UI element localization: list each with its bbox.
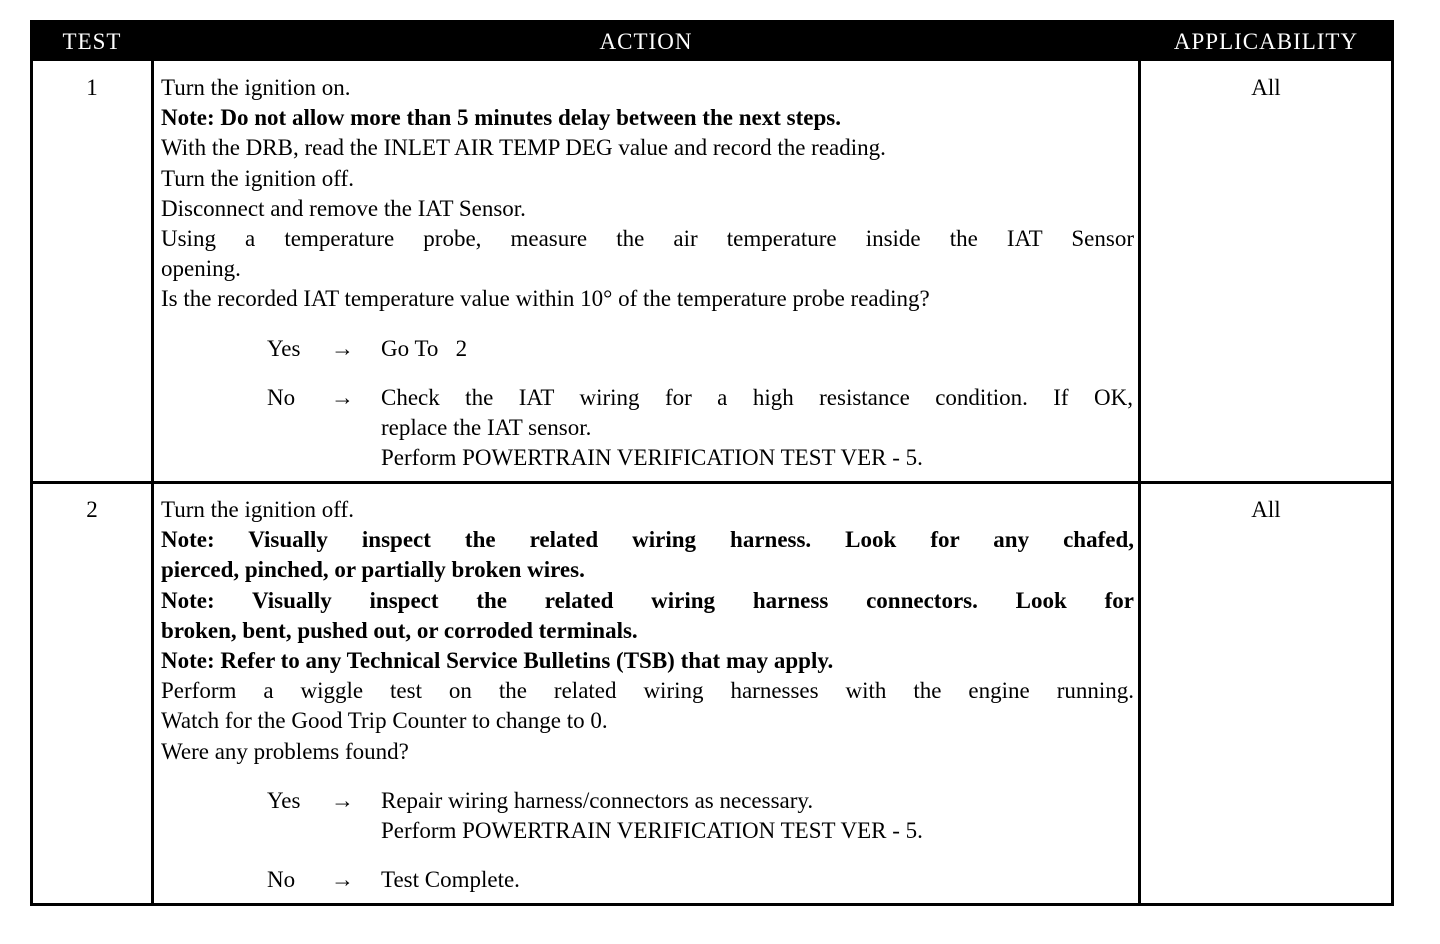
step-note: Note: Visually inspect the related wiring harness. Look for any chafed, <box>161 527 1134 553</box>
step-note: Note: Do not allow more than 5 minutes delay between the next steps. <box>161 105 841 131</box>
step-note: Note: Refer to any Technical Service Bulletins (TSB) that may apply. <box>161 648 834 674</box>
test-number: 2 <box>86 497 98 522</box>
test-number: 1 <box>86 75 98 100</box>
answer-label: Yes <box>267 336 301 361</box>
arrow-right-icon: → <box>331 867 354 892</box>
answer-label: No <box>267 385 296 410</box>
answer-text: Repair wiring harness/connectors as necessary. Perform POWERTRAIN VERIFICATION TEST VER - 5. <box>381 788 923 843</box>
step-note: pierced, pinched, or partially broken wires. <box>161 557 585 583</box>
answer-yes <box>267 786 1137 846</box>
header-test: TEST <box>62 29 122 54</box>
answer-text: Test Complete. <box>381 867 520 892</box>
answer-text: Check the IAT wiring for a high resistance condition. If OK, replace the IAT sensor. Perform POWERTRAIN VERIFICATION TEST VER - 5. <box>381 385 1133 470</box>
step-text: Disconnect and remove the IAT Sensor. <box>161 195 526 221</box>
applicability-value: All <box>1251 75 1281 100</box>
header-applicability: APPLICABILITY <box>1173 29 1359 54</box>
step-note: Note: Visually inspect the related wiring harness connectors. Look for <box>161 587 1134 613</box>
step-text: Perform a wiggle test on the related wiring harnesses with the engine running. <box>161 678 1134 704</box>
answer-yes <box>267 334 1137 364</box>
answer-label: No <box>267 867 296 892</box>
step-text: opening. <box>161 256 241 282</box>
step-text: Turn the ignition off. <box>161 497 354 522</box>
step-question: Is the recorded IAT temperature value within 10° of the temperature probe reading? <box>161 286 930 312</box>
applicability-value: All <box>1251 497 1281 522</box>
answer-label: Yes <box>267 788 301 813</box>
action-steps <box>161 73 1134 315</box>
step-text: With the DRB, read the INLET AIR TEMP DEG value and record the reading. <box>161 135 886 161</box>
step-text: Turn the ignition on. <box>161 75 351 100</box>
step-note: broken, bent, pushed out, or corroded terminals. <box>161 617 638 643</box>
answer-no <box>267 383 1137 473</box>
action-steps <box>161 495 1134 767</box>
arrow-right-icon: → <box>331 788 354 813</box>
arrow-right-icon: → <box>331 336 354 361</box>
answer-no <box>267 865 1137 895</box>
row-divider <box>33 481 1391 484</box>
answer-text: Go To 2 <box>381 336 468 361</box>
arrow-right-icon: → <box>331 385 354 410</box>
step-text: Watch for the Good Trip Counter to change to 0. <box>161 708 608 734</box>
diagnostic-test-table <box>30 20 1394 906</box>
header-action: ACTION <box>599 29 693 54</box>
step-text: Turn the ignition off. <box>161 165 354 191</box>
step-text: Using a temperature probe, measure the air temperature inside the IAT Sensor <box>161 226 1134 252</box>
table-header <box>33 23 1391 61</box>
step-question: Were any problems found? <box>161 738 409 764</box>
